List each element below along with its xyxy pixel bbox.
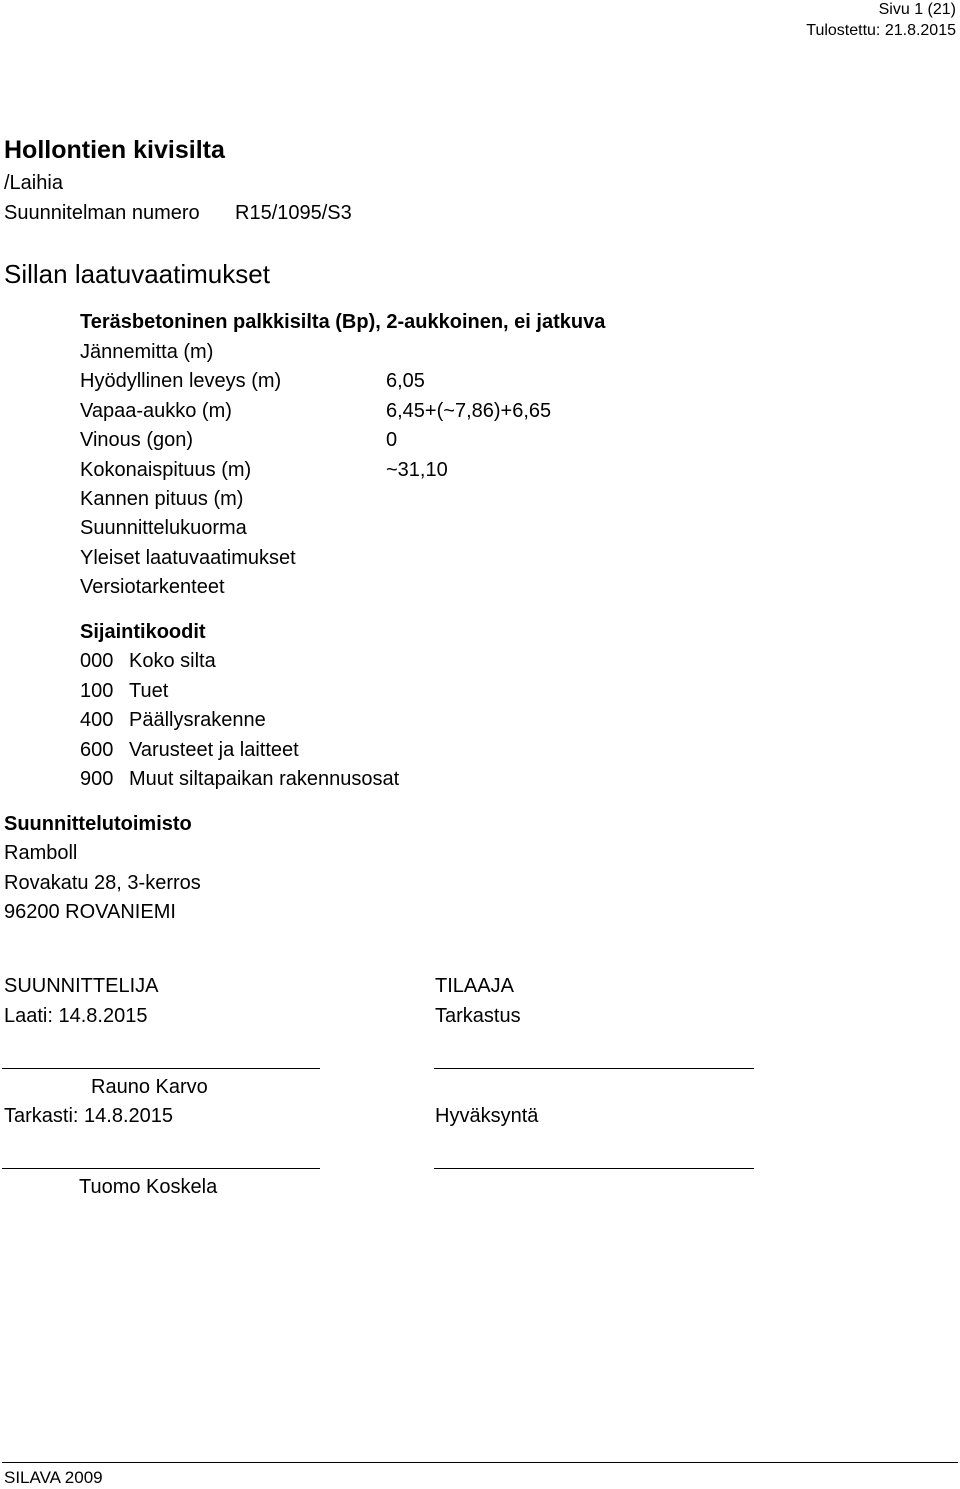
quality-row-label: Hyödyllinen leveys (m): [80, 370, 282, 392]
quality-row-label: Versiotarkenteet: [80, 576, 225, 598]
client-heading: TILAAJA: [435, 975, 514, 997]
client-approval: Hyväksyntä: [435, 1105, 539, 1127]
designer-checked-by: Tuomo Koskela: [79, 1176, 218, 1198]
designer-heading: SUUNNITTELIJA: [4, 975, 159, 997]
location-code-name: Muut siltapaikan rakennusosat: [129, 768, 400, 790]
client-inspection: Tarkastus: [435, 1005, 521, 1027]
office-city: 96200 ROVANIEMI: [4, 901, 176, 923]
location-code: 900: [80, 768, 114, 790]
location-code: 100: [80, 680, 114, 702]
page-number: Sivu 1 (21): [878, 1, 956, 18]
quality-row-label: Suunnittelukuorma: [80, 517, 247, 539]
print-date: Tulostettu: 21.8.2015: [806, 22, 956, 39]
quality-row-label: Yleiset laatuvaatimukset: [80, 547, 296, 569]
location-code-item: [80, 680, 168, 703]
plan-number-label: Suunnitelman numero: [4, 202, 200, 224]
signature-line: [434, 1068, 754, 1069]
quality-row-value: 0: [386, 429, 398, 451]
quality-row-label: Kannen pituus (m): [80, 488, 244, 510]
quality-row-value: ~31,10: [386, 459, 448, 481]
quality-row-label: Vapaa-aukko (m): [80, 400, 232, 422]
bridge-type: Teräsbetoninen palkkisilta (Bp), 2-aukkoinen, ei jatkuva: [80, 311, 606, 333]
location-code: 600: [80, 739, 114, 761]
location-code-name: Varusteet ja laitteet: [129, 739, 299, 761]
designer-checked-date: Tarkasti: 14.8.2015: [4, 1105, 173, 1127]
location-code-item: [80, 739, 299, 762]
municipality: /Laihia: [4, 172, 63, 194]
quality-row-label: Kokonaispituus (m): [80, 459, 252, 481]
office-name: Ramboll: [4, 842, 78, 864]
designer-made-by: Rauno Karvo: [91, 1076, 208, 1098]
location-code: 400: [80, 709, 114, 731]
quality-row: [80, 429, 398, 452]
quality-row: [80, 517, 247, 540]
location-code-item: [80, 650, 216, 673]
location-code-name: Koko silta: [129, 650, 216, 672]
footer-text: SILAVA 2009: [4, 1468, 103, 1487]
quality-row: [80, 459, 448, 482]
quality-row: [80, 547, 296, 570]
quality-row: [80, 370, 425, 393]
quality-row: [80, 576, 225, 599]
quality-row: [80, 341, 213, 364]
signature-line: [434, 1168, 754, 1169]
office-address: Rovakatu 28, 3-kerros: [4, 872, 201, 894]
footer-divider: [2, 1462, 958, 1463]
office-heading: Suunnittelutoimisto: [4, 813, 192, 835]
signature-line: [2, 1168, 320, 1169]
signature-line: [2, 1068, 320, 1069]
quality-row: [80, 400, 552, 423]
quality-row-label: Jännemitta (m): [80, 341, 214, 363]
location-code-item: [80, 709, 266, 732]
location-code-name: Tuet: [129, 680, 169, 702]
quality-row: [80, 488, 243, 511]
location-code: 000: [80, 650, 114, 672]
quality-row-value: 6,05: [386, 370, 425, 392]
plan-number: R15/1095/S3: [235, 202, 352, 224]
location-code-name: Päällysrakenne: [129, 709, 266, 731]
quality-row-label: Vinous (gon): [80, 429, 194, 451]
location-codes-heading: Sijaintikoodit: [80, 621, 206, 643]
location-code-item: [80, 768, 399, 791]
quality-row-value: 6,45+(~7,86)+6,65: [386, 400, 552, 422]
designer-made-date: Laati: 14.8.2015: [4, 1005, 148, 1027]
quality-heading: Sillan laatuvaatimukset: [4, 259, 270, 289]
bridge-name: Hollontien kivisilta: [4, 136, 225, 164]
